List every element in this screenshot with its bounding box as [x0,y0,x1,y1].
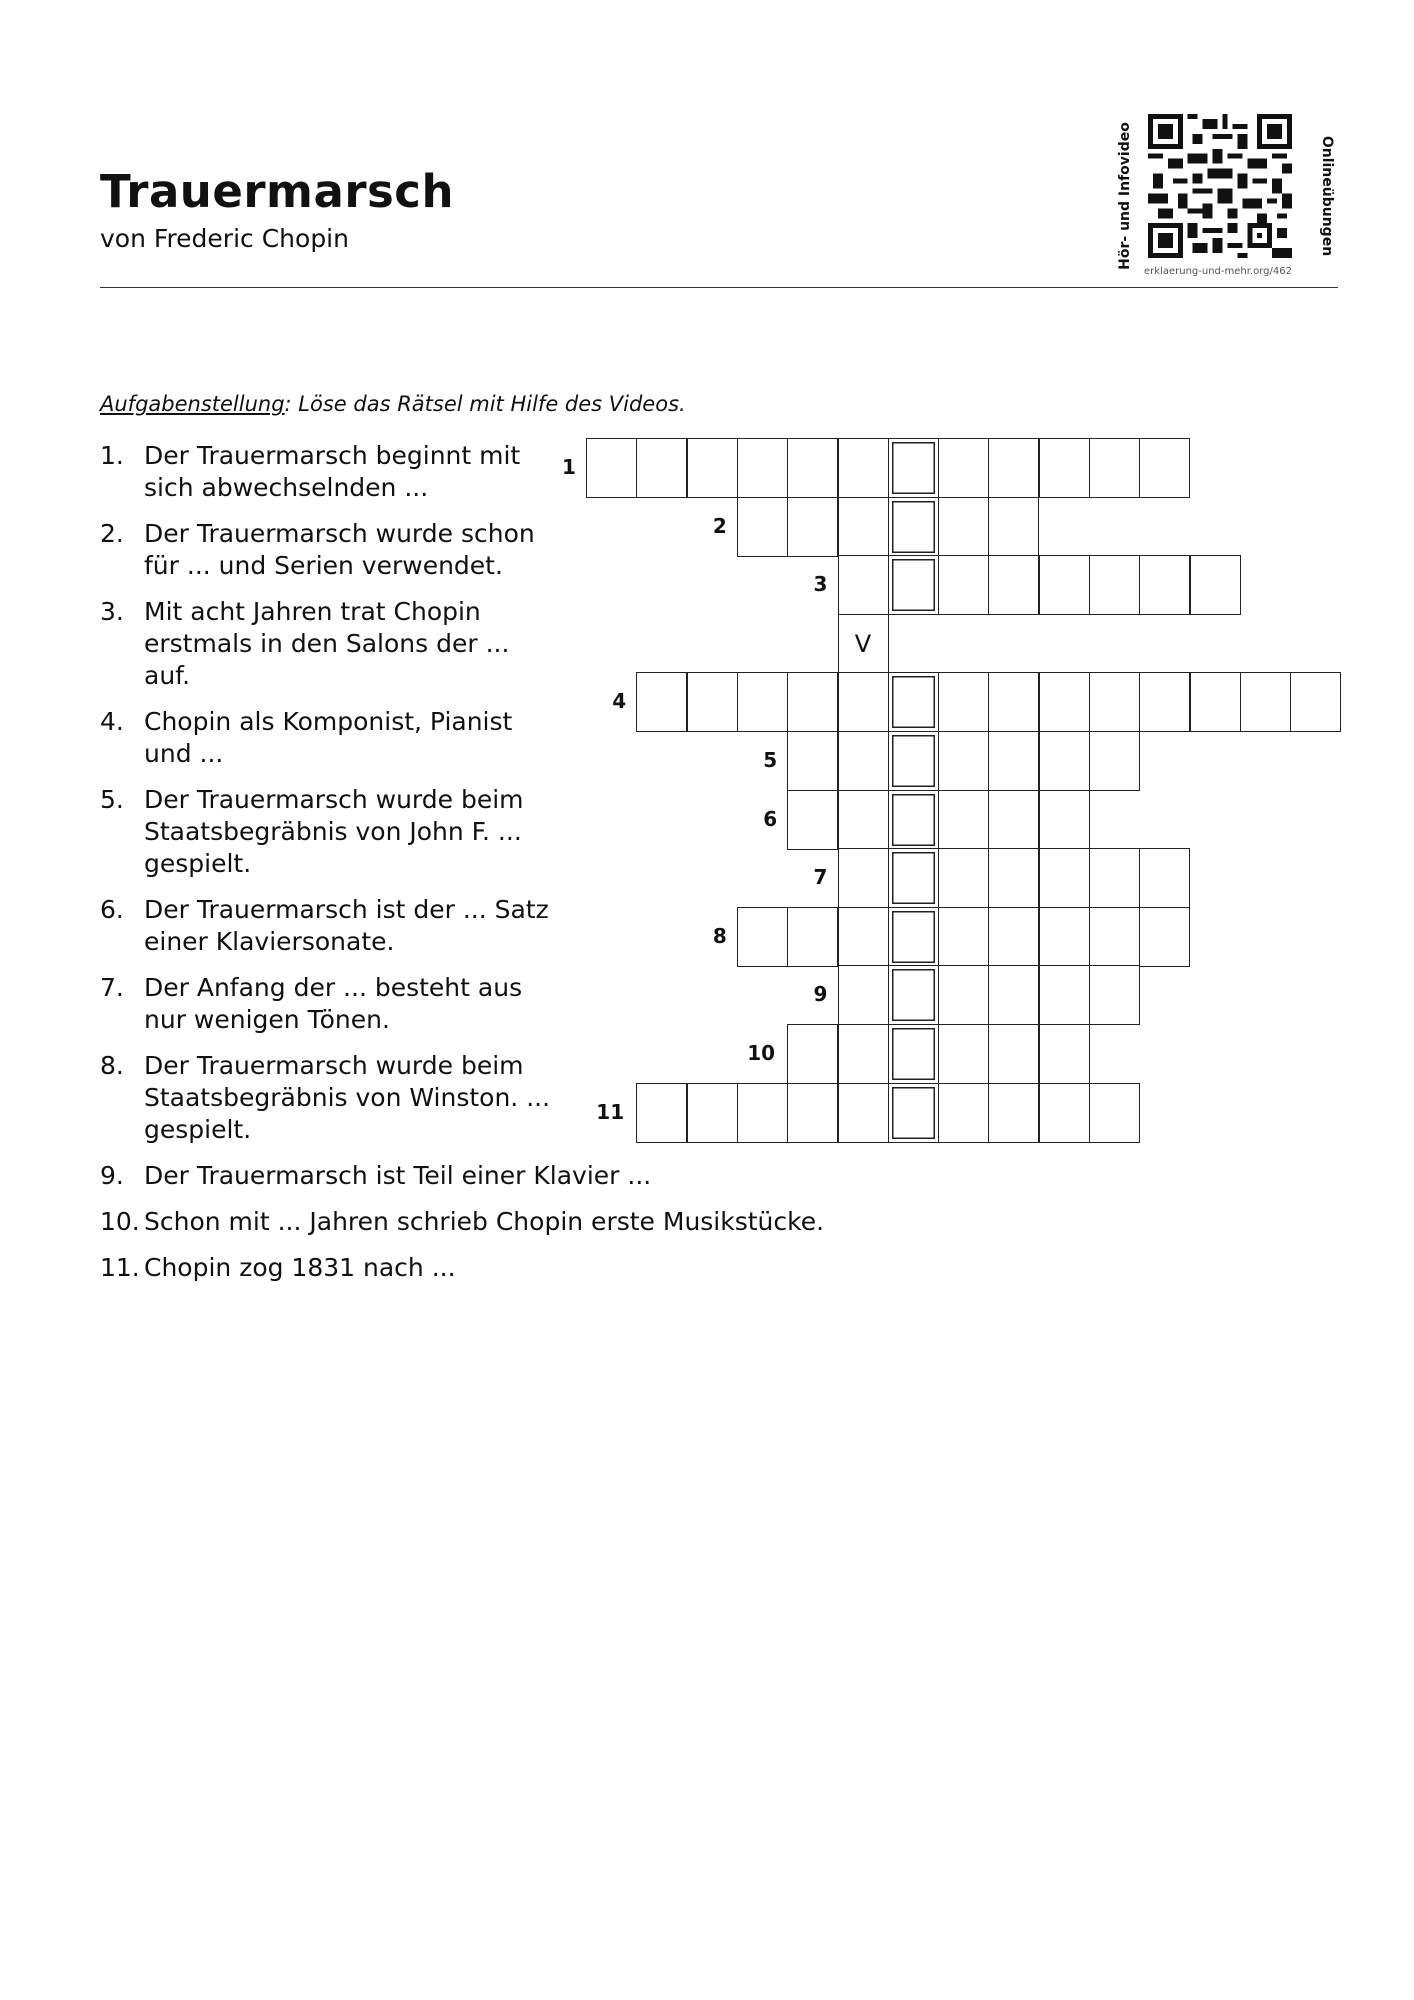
instruction [100,392,686,416]
crossword-cell[interactable] [938,1083,989,1143]
crossword-cell[interactable] [687,438,738,498]
clue-item [100,706,560,770]
crossword-cell[interactable] [687,672,738,732]
crossword-cell[interactable] [1039,1083,1090,1143]
crossword-cell[interactable] [787,438,838,498]
clue-number: 6. [100,895,124,924]
crossword-cell[interactable] [838,1024,889,1084]
clue-item [100,518,560,582]
crossword-cell[interactable] [838,672,889,732]
crossword-cell[interactable] [586,438,637,498]
crossword-cell[interactable] [787,497,838,557]
crossword-cell[interactable] [1139,907,1190,967]
crossword-cell[interactable] [1089,438,1140,498]
crossword-cell[interactable] [1089,965,1140,1025]
solution-cell[interactable] [888,790,939,850]
clue-number: 4. [100,707,124,736]
crossword-cell[interactable] [1240,672,1291,732]
qr-right-label: Onlineübungen [1319,135,1335,257]
row-number: 11 [596,1099,625,1124]
row-number: 10 [747,1041,776,1065]
clue-item [100,894,560,958]
crossword-cell[interactable] [938,438,989,498]
crossword-cell[interactable] [787,731,838,791]
crossword-cell[interactable] [838,497,889,557]
clue-text: Chopin als Komponist, Pianist und ... [144,707,513,768]
crossword-cell[interactable] [988,672,1039,732]
crossword-cell[interactable] [988,907,1039,967]
clue-number: 9. [100,1161,124,1190]
clue-item [100,440,560,504]
solution-cell[interactable] [888,1083,939,1143]
crossword-cell[interactable] [938,672,989,732]
row-number: 3 [813,572,828,597]
clue-item [100,972,560,1036]
clue-text: Der Trauermarsch beginnt mit sich abwechselnden ... [144,441,521,502]
crossword-cell[interactable] [988,555,1039,615]
crossword-cell[interactable] [988,790,1039,850]
qr-url[interactable]: erklaerung-und-mehr.org/462 [1144,266,1292,277]
crossword-cell[interactable] [838,848,889,908]
crossword-cell[interactable] [737,438,788,498]
crossword-cell[interactable] [1089,848,1140,908]
clue-item [100,1206,824,1238]
crossword-cell[interactable] [1139,555,1190,615]
crossword-cell[interactable] [636,672,687,732]
crossword-cell[interactable] [1039,965,1090,1025]
solution-cell[interactable] [888,907,939,967]
crossword-cell[interactable] [787,1024,838,1084]
crossword-cell[interactable] [838,1083,889,1143]
row-number: 5 [763,748,778,772]
clue-number: 11. [100,1253,140,1282]
clue-list [100,440,560,1160]
crossword-cell[interactable] [838,438,889,498]
crossword-cell[interactable] [938,907,989,967]
crossword-cell[interactable] [1089,731,1140,791]
clue-number: 10. [100,1207,140,1236]
solution-cell[interactable] [888,731,939,791]
crossword-cell[interactable] [1139,438,1190,498]
solution-cell[interactable] [888,672,939,732]
crossword-cell[interactable] [938,1024,989,1084]
solution-cell[interactable] [888,848,939,908]
crossword-cell[interactable] [1139,848,1190,908]
crossword-cell[interactable] [988,965,1039,1025]
crossword-cell[interactable] [938,965,989,1025]
crossword-cell[interactable] [1089,555,1140,615]
crossword-cell[interactable] [838,907,889,967]
crossword-cell[interactable] [838,731,889,791]
row-number: 6 [763,806,778,831]
crossword-cell[interactable] [1190,555,1241,615]
crossword-cell[interactable] [1039,848,1090,908]
crossword-cell[interactable] [988,731,1039,791]
crossword-cell[interactable] [1039,672,1090,732]
crossword-cell[interactable] [1039,731,1090,791]
crossword-cell[interactable] [838,790,889,850]
solution-cell[interactable] [888,555,939,615]
clue-text: Der Anfang der ... besteht aus nur wenigen Tönen. [144,973,523,1034]
qr-block [1100,108,1340,283]
crossword-cell[interactable] [988,848,1039,908]
crossword-cell[interactable] [1089,672,1140,732]
instruction-label: Aufgabenstellung [100,392,285,416]
crossword-cell[interactable] [938,497,989,557]
crossword-cell[interactable] [988,1024,1039,1084]
clue-number: 7. [100,973,124,1002]
clue-number: 1. [100,441,124,470]
clue-number: 5. [100,785,124,814]
row-number: 8 [712,923,727,948]
header-divider [100,287,1338,288]
crossword-cell[interactable] [636,1083,687,1143]
clue-item [100,1252,824,1284]
crossword-cell[interactable] [1089,1083,1140,1143]
solution-cell[interactable] [888,1024,939,1084]
clue-text: Chopin zog 1831 nach ... [144,1253,456,1282]
crossword-cell[interactable] [1039,438,1090,498]
solution-cell[interactable] [888,438,939,498]
clue-item [100,596,560,692]
clue-number: 8. [100,1051,124,1080]
clue-text: Der Trauermarsch wurde schon für ... und Serien verwendet. [144,519,535,580]
crossword-cell[interactable] [737,907,788,967]
instruction-text: : Löse das Rätsel mit Hilfe des Videos. [284,392,686,416]
crossword-cell[interactable] [938,790,989,850]
crossword-cell[interactable]: V [838,614,889,674]
crossword-cell[interactable] [787,907,838,967]
crossword-cell[interactable] [1039,1024,1090,1084]
crossword-cell[interactable] [737,672,788,732]
solution-cell[interactable] [888,965,939,1025]
clue-item [100,784,560,880]
crossword-cell[interactable] [737,497,788,557]
solution-cell[interactable] [888,497,939,557]
crossword-cell[interactable] [938,555,989,615]
crossword-cell[interactable] [938,848,989,908]
clue-number: 3. [100,597,124,626]
row-number: 2 [712,513,727,538]
crossword-cell[interactable] [838,965,889,1025]
crossword-cell[interactable] [787,672,838,732]
clue-item [100,1050,560,1146]
crossword-cell[interactable] [988,497,1039,557]
crossword-cell[interactable] [938,731,989,791]
clue-list-wide [100,1160,824,1298]
row-number: 9 [813,982,828,1007]
clue-text: Der Trauermarsch wurde beim Staatsbegräbnis von John F. ... gespielt. [144,785,524,878]
crossword-cell[interactable] [737,1083,788,1143]
page-title: Trauermarsch [100,165,455,218]
row-number: 4 [612,689,627,714]
crossword-cell[interactable] [988,1083,1039,1143]
crossword-cell[interactable] [988,438,1039,498]
clue-text: Der Trauermarsch ist Teil einer Klavier ... [144,1161,652,1190]
clue-number: 2. [100,519,124,548]
row-number: 7 [813,865,828,890]
clue-item [100,1160,824,1192]
crossword-cell[interactable] [787,1083,838,1143]
page-subtitle: von Frederic Chopin [100,224,349,253]
clue-text: Mit acht Jahren trat Chopin erstmals in den Salons der ... auf. [144,597,510,690]
crossword-cell[interactable] [1089,907,1140,967]
crossword-cell[interactable] [636,438,687,498]
qr-code-icon[interactable] [1148,114,1292,258]
crossword-cell[interactable] [1039,907,1090,967]
crossword-cell[interactable] [1290,672,1341,732]
clue-text: Schon mit ... Jahren schrieb Chopin erste Musikstücke. [144,1207,825,1236]
clue-text: Der Trauermarsch wurde beim Staatsbegräbnis von Winston. ... gespielt. [144,1051,551,1144]
qr-left-label: Hör- und Infovideo [1117,122,1133,270]
crossword-cell[interactable] [838,555,889,615]
crossword-cell[interactable] [1190,672,1241,732]
crossword-cell[interactable] [1139,672,1190,732]
crossword-cell[interactable] [787,790,838,850]
crossword-cell[interactable] [687,1083,738,1143]
crossword-cell[interactable] [1039,555,1090,615]
clue-text: Der Trauermarsch ist der ... Satz einer Klaviersonate. [144,895,549,956]
crossword-cell[interactable] [1039,790,1090,850]
row-number: 1 [562,455,576,479]
